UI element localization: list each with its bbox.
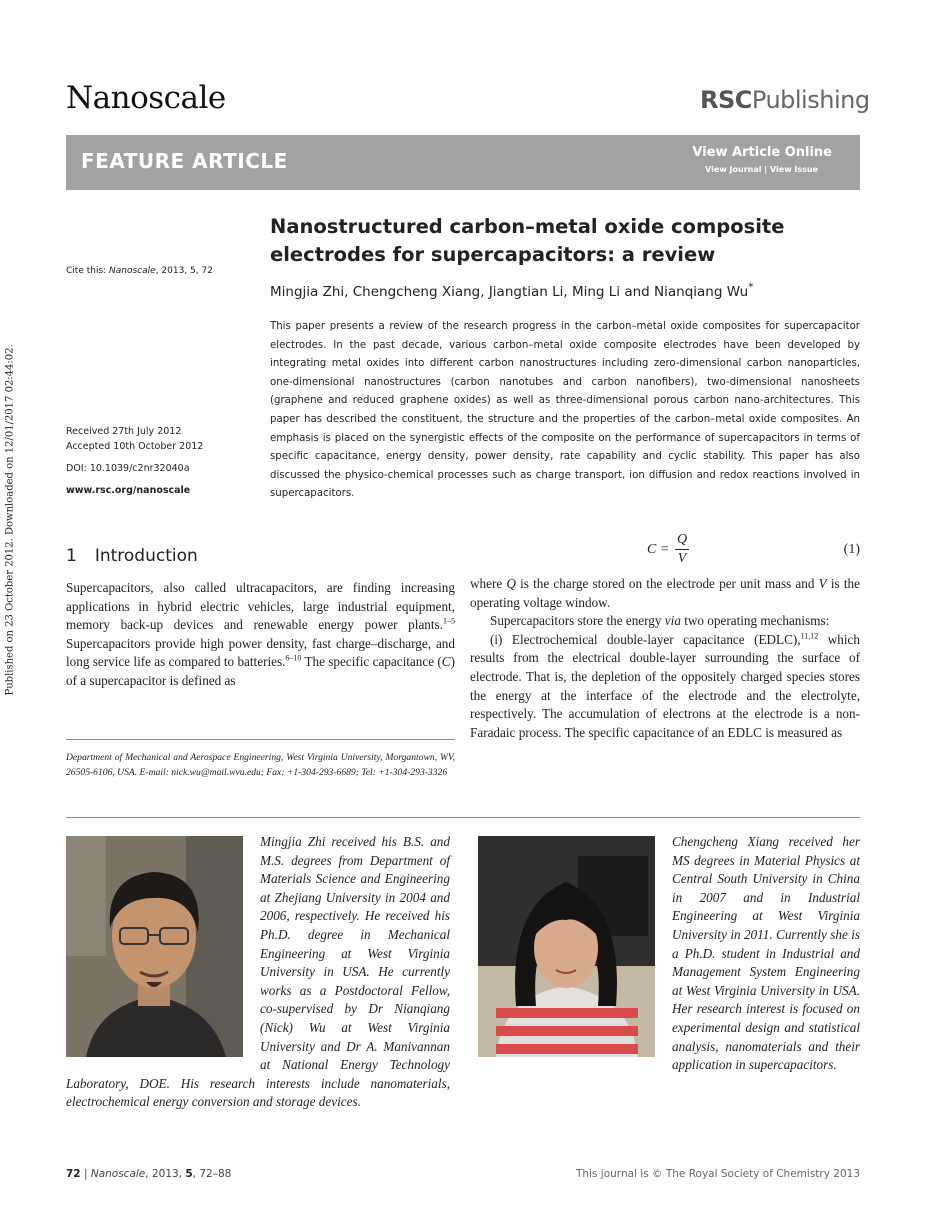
equation-number: (1) — [843, 542, 860, 557]
body-text: Supercapacitors store the energy — [490, 613, 665, 629]
journal-name: Nanoscale — [66, 80, 226, 116]
variable: Q — [506, 576, 516, 591]
footer-copyright: This journal is © The Royal Society of Chemistry 2013 — [576, 1168, 860, 1180]
author-photo-chengcheng-xiang — [478, 836, 655, 1057]
equation-fraction — [675, 532, 689, 567]
biography-mingjia-zhi — [66, 833, 450, 1112]
variable: C — [441, 654, 451, 670]
view-links — [705, 165, 818, 174]
body-text: is the charge stored on the electrode per unit mass and — [515, 576, 819, 591]
article-title: Nanostructured carbon–metal oxide composite electrodes for supercapacitors: a review — [270, 215, 785, 266]
cite-rest: , 2013, 5, 72 — [155, 266, 213, 276]
edlc-paragraph — [470, 631, 860, 743]
footer-separator: | — [80, 1168, 91, 1180]
view-article-online-link[interactable]: View Article Online — [692, 145, 832, 160]
page-number: 72 — [66, 1168, 81, 1180]
section-number: 1 — [66, 546, 77, 566]
intro-text: ) of a supercapacitor is defined as — [66, 654, 455, 688]
article-authors — [270, 280, 754, 300]
affiliation-divider — [66, 739, 455, 740]
corresponding-author-mark: * — [748, 280, 754, 294]
publisher-rsc: RSC — [700, 86, 752, 114]
intro-column-left — [66, 579, 455, 691]
article-meta — [66, 424, 203, 505]
affiliation: Department of Mechanical and Aerospace Engineering, West Virginia University, Morgantown, WV, 26505-6106, USA. E-mail: nick.wu@mail.wvu.edu; Fax: +1-304-293-6689; Tel: +1-304-293-3326 — [66, 752, 455, 778]
cite-journal: Nanoscale — [109, 266, 156, 276]
footer-citation — [66, 1168, 231, 1180]
intro-column-right — [470, 575, 860, 742]
article-type-banner — [66, 135, 860, 190]
view-issue-link[interactable]: View Issue — [769, 165, 818, 174]
equation-numerator: Q — [676, 532, 688, 547]
footer-year: , 2013, — [145, 1168, 186, 1180]
where-paragraph — [470, 575, 860, 612]
reference-mark[interactable]: 11,12 — [800, 631, 819, 641]
variable: V — [818, 576, 827, 591]
portrait-illustration-2 — [478, 836, 655, 1057]
accepted-date: Accepted 10th October 2012 — [66, 441, 204, 452]
abstract: This paper presents a review of the research progress in the carbon–metal oxide composites for supercapacitor electrodes. In the past decade, various carbon–metal oxide composite electrodes have been developed by integrating metal oxides into different carbon nanostructures including zero-dimensional carbon nanoparticles, one-dimensional nanostructures (carbon nanotubes and carbon nanofibers), two-dimensional nanosheets (graphene and reduced graphene oxides) as well as three-dimensional porous carbon nano-architectures. This paper has described the constituent, the structure and the properties of the carbon–metal oxide composites. An emphasis is placed on the synergistic effects of the composite on the performance of supercapacitors in terms of specific capacitance, energy density, power density, rate capability and cyclic stability. This paper has also discussed the physico-chemical processes such as charge transport, ion diffusion and redox reactions involved in supercapacitors. — [270, 321, 860, 500]
footer-volume: 5 — [185, 1168, 193, 1180]
intro-text: Supercapacitors, also called ultracapacitors, are finding increasing applications in hybrid electric vehicles, large industrial equipment, memory back-up devices and renewable energy power plants. — [66, 580, 455, 633]
biography-divider — [66, 817, 860, 818]
cite-prefix: Cite this: — [66, 266, 110, 276]
fraction-bar — [675, 549, 689, 550]
view-journal-link[interactable]: View Journal — [705, 165, 762, 174]
equation-lhs: C = — [647, 542, 670, 557]
emphasis: via — [664, 613, 681, 629]
section-heading — [66, 546, 198, 566]
intro-text: The specific capacitance ( — [301, 654, 442, 670]
body-text: where — [470, 576, 507, 591]
equation-1 — [470, 532, 860, 572]
body-text: which results from the electrical double-layer surrounding the surface of electrode. That is, the depletion of the oppositely charged species stores the energy at the interface of the electrode and the electrolyte, respectively. The accumulation of electrons at the electrode is a non-Faradaic process. The specific capacitance of an EDLC is measured as — [470, 631, 860, 740]
footer-pages: , 72–88 — [192, 1168, 232, 1180]
body-text: is the operating voltage window. — [470, 576, 860, 610]
publication-stamp: Published on 23 October 2012. Downloaded on 12/01/2017 02:44:02. — [4, 344, 16, 696]
article-type-label: FEATURE ARTICLE — [81, 149, 288, 173]
intro-text: Supercapacitors provide high power density, fast charge–discharge, and long service life as compared to batteries. — [66, 635, 455, 670]
section-title: Introduction — [94, 546, 198, 566]
photo-spacer — [66, 833, 260, 1058]
footer-journal: Nanoscale — [90, 1168, 146, 1180]
biography-chengcheng-xiang: Chengcheng Xiang received her MS degrees in Material Physics at Central South University in China in 2007 and in Industrial Engineering at West Virginia University in 2011. Currently she is a Ph.D. student in Industrial and Management System Engineering at West Virginia University in USA. Her research interest is focused on experimental design and statistical analysis, nanomaterials and their application in supercapacitors. — [672, 834, 860, 1073]
journal-url[interactable]: www.rsc.org/nanoscale — [66, 485, 191, 496]
link-separator: | — [761, 165, 770, 174]
body-text: two operating mechanisms: — [680, 613, 830, 629]
author-list: Mingjia Zhi, Chengcheng Xiang, Jiangtian Li, Ming Li and Nianqiang Wu — [270, 284, 749, 300]
equation-denominator: V — [677, 551, 687, 566]
cite-this — [66, 266, 213, 276]
reference-mark[interactable]: 1–5 — [443, 616, 455, 626]
intro-paragraph — [66, 579, 455, 691]
biography-text: Mingjia Zhi received his B.S. and M.S. degrees from Department of Materials Science and Engineering at Zhejiang University in 2004 and 2006, respectively. He received his Ph.D. degree in Mechanical Engineering at West Virginia University in USA. He currently works as a Postdoctoral Fellow, co-supervised by Dr Nianqiang (Nick) Wu at West Virginia University and Dr A. Manivannan at National Energy Technology Laboratory, DOE. His research interests include nanomaterials, electrochemical energy conversion and storage devices. — [66, 834, 450, 1110]
body-text: (i) Electrochemical double-layer capacitance (EDLC), — [490, 631, 801, 647]
publisher-suffix: Publishing — [751, 86, 870, 114]
reference-mark[interactable]: 6–10 — [285, 653, 302, 663]
publisher-logo — [700, 86, 870, 114]
received-date: Received 27th July 2012 — [66, 426, 182, 437]
doi[interactable]: DOI: 10.1039/c2nr32040a — [66, 463, 190, 474]
mechanisms-paragraph — [470, 612, 860, 631]
